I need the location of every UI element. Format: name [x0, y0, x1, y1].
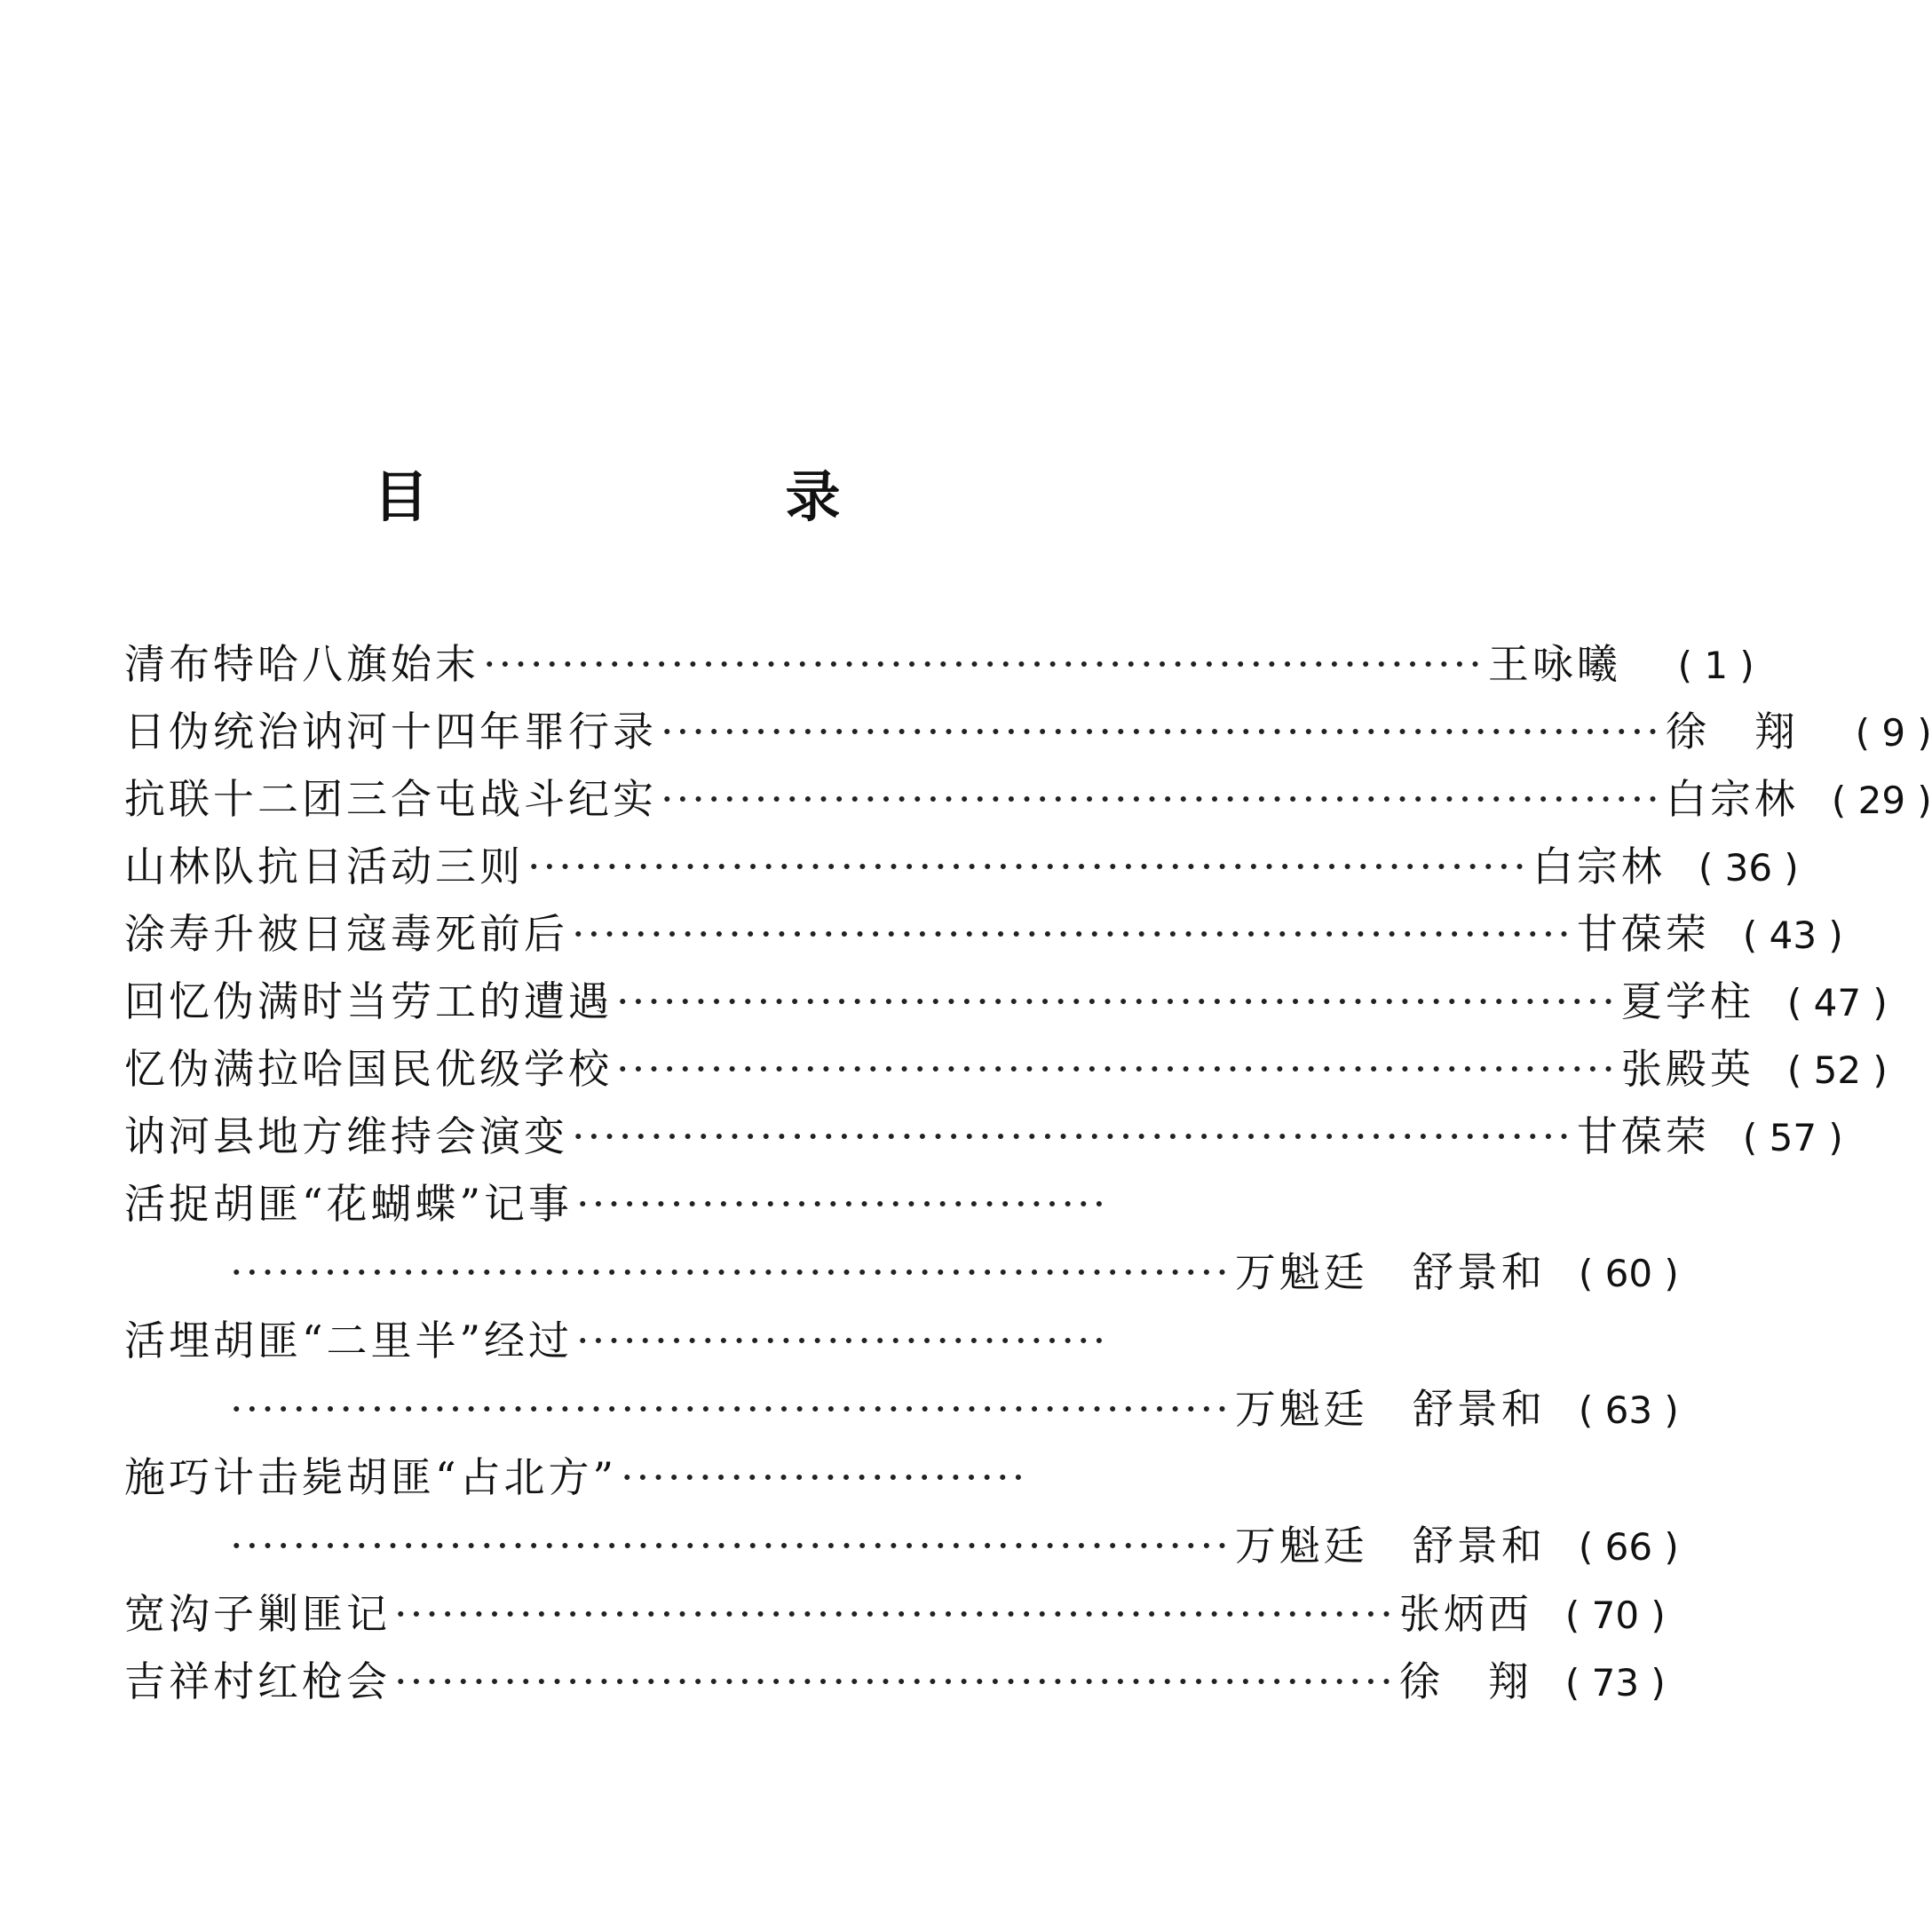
entry-title: 讷河县地方维持会演变	[124, 1112, 568, 1160]
leader-dots: ································································	[483, 640, 1485, 688]
entry-title: 清布特哈八旗始末	[124, 640, 479, 688]
toc-entry	[124, 765, 1932, 833]
entry-author: 万魁廷 舒景和	[1234, 1522, 1546, 1570]
toc-entry	[124, 968, 1888, 1035]
table-of-contents	[124, 630, 1932, 1715]
entry-page: ( 36 )	[1698, 846, 1799, 890]
entry-page: ( 52 )	[1786, 1048, 1888, 1092]
entry-author: 张殿英	[1620, 1045, 1754, 1093]
entry-author: 甘葆荣	[1576, 1112, 1710, 1160]
leader-dots: ································································	[230, 1248, 1231, 1296]
entry-page: ( 57 )	[1742, 1116, 1843, 1159]
entry-author: 夏学柱	[1620, 977, 1754, 1025]
leader-dots: ··································	[576, 1317, 1109, 1364]
entry-title: 山林队抗日活动三则	[124, 842, 524, 890]
entry-author: 甘葆荣	[1576, 910, 1710, 958]
toc-entry-author-line	[124, 1511, 1679, 1580]
entry-title: 活埋胡匪“二里半”经过	[124, 1317, 574, 1364]
leader-dots: ··························	[621, 1453, 1028, 1501]
toc-entry	[124, 698, 1932, 765]
toc-entry	[124, 630, 1754, 698]
leader-dots: ································································	[527, 842, 1529, 890]
entry-page: ( 66 )	[1578, 1525, 1679, 1569]
entry-author: 徐 翔	[1398, 1657, 1532, 1705]
entry-author: 白宗林	[1665, 775, 1799, 823]
entry-author: 王咏曦	[1487, 640, 1621, 688]
entry-page: ( 9 )	[1855, 711, 1932, 755]
entry-author: 白宗林	[1532, 842, 1666, 890]
toc-entry-author-line	[124, 1238, 1679, 1307]
entry-title: 忆伪满拉哈国民优级学校	[124, 1045, 613, 1093]
entry-page: ( 43 )	[1742, 914, 1843, 957]
leader-dots: ································································	[572, 1112, 1573, 1160]
entry-page: ( 70 )	[1564, 1594, 1666, 1637]
leader-dots: ································································	[661, 775, 1662, 823]
toc-entry	[124, 833, 1799, 900]
toc-entry	[124, 1580, 1666, 1648]
entry-page: ( 1 )	[1677, 644, 1754, 687]
entry-page: ( 47 )	[1786, 981, 1888, 1024]
toc-entry	[124, 900, 1843, 968]
leader-dots: ································································	[616, 1045, 1618, 1093]
entry-author: 万魁廷 舒景和	[1234, 1248, 1546, 1296]
entry-page: ( 29 )	[1831, 779, 1932, 822]
entry-page: ( 60 )	[1578, 1252, 1679, 1295]
entry-title: 宽沟子剿匪记	[124, 1590, 391, 1638]
toc-entry-title-line	[124, 1170, 1109, 1238]
entry-title: 涂寿升被日寇毒死前后	[124, 910, 568, 958]
toc-entry	[124, 1648, 1666, 1715]
page-title: 目 录	[373, 464, 992, 529]
entry-title: 回忆伪满时当劳工的遭遇	[124, 977, 613, 1025]
entry-title: 活捉胡匪“花蝴蝶”记事	[124, 1180, 574, 1228]
toc-entry	[124, 1103, 1843, 1170]
leader-dots: ································································	[616, 977, 1618, 1025]
leader-dots: ································································	[230, 1385, 1231, 1433]
entry-title: 吉祥村红枪会	[124, 1657, 391, 1705]
leader-dots: ································································	[394, 1590, 1396, 1638]
entry-title: 施巧计击毙胡匪“占北方”	[124, 1453, 618, 1501]
leader-dots: ································································	[230, 1522, 1231, 1570]
toc-entry	[124, 1035, 1888, 1103]
toc-entry-title-line	[124, 1443, 1092, 1511]
toc-entry-title-line	[124, 1307, 1109, 1374]
entry-author: 张炳西	[1398, 1590, 1532, 1638]
leader-dots: ································································	[572, 910, 1573, 958]
leader-dots: ································································	[394, 1657, 1396, 1705]
leader-dots: ································································	[661, 708, 1662, 755]
entry-author: 万魁廷 舒景和	[1234, 1385, 1546, 1433]
leader-dots: ··································	[576, 1180, 1109, 1228]
toc-entry-author-line	[124, 1374, 1679, 1443]
entry-author: 徐 翔	[1665, 708, 1799, 755]
entry-page: ( 63 )	[1578, 1388, 1679, 1432]
entry-title: 抗联十二团三合屯战斗纪实	[124, 775, 657, 823]
entry-title: 日伪统治讷河十四年罪行录	[124, 708, 657, 755]
entry-page: ( 73 )	[1564, 1661, 1666, 1704]
